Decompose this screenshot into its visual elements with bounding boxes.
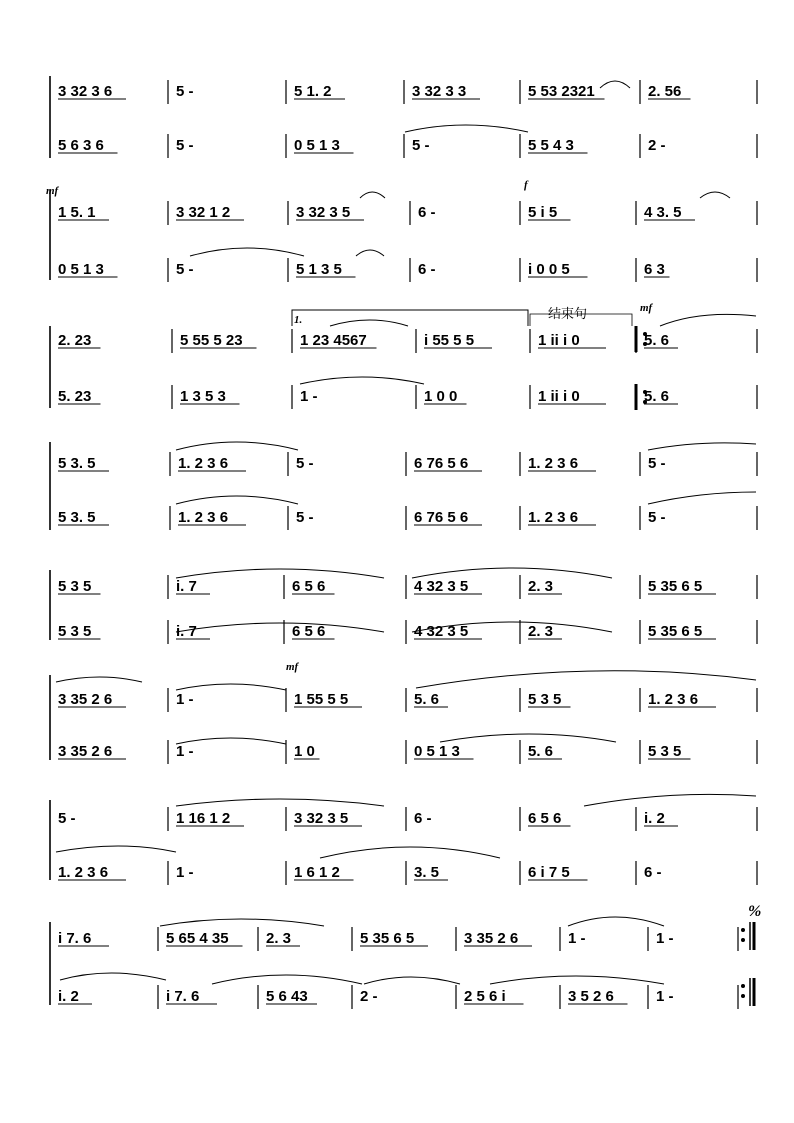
upper-measure: 5 3 5	[58, 578, 92, 595]
lower-measure: 5 35 6 5	[648, 623, 703, 640]
lower-measure: 1 6 1 2	[294, 864, 340, 881]
slur	[176, 799, 384, 806]
slur	[190, 248, 304, 256]
slur	[648, 492, 756, 504]
upper-measure: 1 -	[568, 930, 586, 947]
lower-measure: 0 5 1 3	[294, 137, 340, 154]
slur	[490, 976, 664, 984]
upper-measure: 1. 2 3 6	[178, 455, 229, 472]
upper-measure: 1 55 5 5	[294, 691, 349, 708]
lower-measure: 1 ii i 0	[538, 388, 580, 405]
lower-measure: 1. 2 3 6	[528, 509, 579, 526]
upper-measure: 3 32 3 5	[294, 810, 349, 827]
upper-measure: i 55 5 5	[424, 332, 475, 349]
slur	[60, 973, 166, 980]
slur	[584, 794, 756, 806]
lower-measure: 5 3 5	[648, 743, 682, 760]
upper-measure: 5 55 5 23	[180, 332, 243, 349]
upper-measure: 5 3 5	[528, 691, 562, 708]
slur	[600, 81, 630, 88]
dynamic-mf: mf	[46, 185, 59, 197]
upper-measure: 3 32 3 6	[58, 83, 113, 100]
ending-label: 结束句	[548, 307, 588, 322]
upper-measure: 2. 3	[266, 930, 292, 947]
lower-measure: 1 0	[294, 743, 315, 760]
lower-measure: 6 i 7 5	[528, 864, 570, 881]
lower-measure: i. 7	[176, 623, 197, 640]
upper-measure: 1 16 1 2	[176, 810, 231, 827]
upper-measure: 2. 23	[58, 332, 92, 349]
slur	[212, 975, 362, 984]
lower-measure: i 7. 6	[166, 988, 200, 1005]
upper-measure: 4 32 3 5	[414, 578, 469, 595]
slur	[568, 917, 664, 926]
slur	[176, 684, 286, 690]
upper-measure: 5 3. 5	[58, 455, 96, 472]
upper-measure: 1 ii i 0	[538, 332, 580, 349]
upper-measure: 5 -	[58, 810, 76, 827]
lower-measure: 0 5 1 3	[58, 261, 104, 278]
lower-measure: 1 -	[656, 988, 674, 1005]
upper-measure: 5 35 6 5	[648, 578, 703, 595]
lower-measure: 1 3 5 3	[180, 388, 226, 405]
upper-measure: 1. 2 3 6	[528, 455, 579, 472]
lower-measure: i. 2	[58, 988, 79, 1005]
dynamic-mf: mf	[640, 302, 653, 314]
lower-measure: 2 -	[648, 137, 666, 154]
upper-measure: 3 32 1 2	[176, 204, 231, 221]
upper-measure: i. 2	[644, 810, 665, 827]
slur	[412, 568, 612, 578]
upper-measure: 2. 3	[528, 578, 554, 595]
lower-measure: 6 76 5 6	[414, 509, 469, 526]
lower-measure: 3 5 2 6	[568, 988, 614, 1005]
upper-measure: 3 32 3 3	[412, 83, 467, 100]
repeat-end-sign	[741, 922, 754, 1006]
upper-measure: 1 -	[656, 930, 674, 947]
upper-measure: 5 -	[176, 83, 194, 100]
slur	[176, 496, 298, 504]
lower-measure: 5 6 3 6	[58, 137, 104, 154]
lower-measure: 2. 3	[528, 623, 554, 640]
score-system	[58, 575, 757, 644]
lower-measure: 6 -	[418, 261, 436, 278]
lower-measure: 3. 5	[414, 864, 440, 881]
upper-measure: 3 35 2 6	[464, 930, 519, 947]
slur	[360, 192, 385, 198]
score-system	[58, 80, 757, 158]
slur	[176, 442, 298, 450]
upper-measure: 4 3. 5	[644, 204, 682, 221]
upper-measure: 5. 6	[644, 332, 670, 349]
slur	[660, 314, 756, 326]
slur	[700, 192, 730, 198]
lower-measure: 5 -	[176, 137, 194, 154]
lower-measure: 6 3	[644, 261, 665, 278]
upper-measure: 3 32 3 5	[296, 204, 351, 221]
score-system	[58, 329, 757, 409]
slur	[320, 847, 500, 858]
upper-measure: 3 35 2 6	[58, 691, 113, 708]
upper-measure: 5 -	[296, 455, 314, 472]
lower-measure: 5 1 3 5	[296, 261, 342, 278]
slur	[356, 250, 384, 256]
lower-measure: 1. 2 3 6	[58, 864, 109, 881]
slur	[176, 623, 384, 632]
upper-measure: 5 65 4 35	[166, 930, 229, 947]
lower-measure: 5 5 4 3	[528, 137, 574, 154]
upper-measure: 6 5 6	[292, 578, 326, 595]
lower-measure: 5. 23	[58, 388, 92, 405]
lower-measure: 3 35 2 6	[58, 743, 113, 760]
slur	[300, 377, 424, 384]
slur	[176, 569, 384, 578]
slur	[330, 320, 408, 326]
lower-measure: 5 3. 5	[58, 509, 96, 526]
slur	[416, 671, 756, 688]
score-system	[58, 688, 757, 764]
lower-measure: 1 -	[176, 743, 194, 760]
volta-label: 1.	[294, 314, 303, 326]
upper-measure: 1 23 4567	[300, 332, 367, 349]
upper-measure: 5 -	[648, 455, 666, 472]
slur	[56, 846, 176, 852]
lower-measure: 4 32 3 5	[414, 623, 469, 640]
upper-measure: 1 5. 1	[58, 204, 96, 221]
lower-measure: 1 -	[176, 864, 194, 881]
lower-measure: 6 5 6	[292, 623, 326, 640]
score-system	[58, 452, 757, 530]
upper-measure: 5 53 2321	[528, 83, 595, 100]
upper-measure: 6 76 5 6	[414, 455, 469, 472]
lower-measure: 5. 6	[528, 743, 554, 760]
lower-measure: 1 -	[300, 388, 318, 405]
upper-measure: 5. 6	[414, 691, 440, 708]
lower-measure: 1 0 0	[424, 388, 458, 405]
slur	[648, 443, 756, 450]
lower-measure: 6 -	[644, 864, 662, 881]
slur	[364, 977, 460, 984]
slur	[440, 734, 616, 742]
lower-measure: 5 -	[412, 137, 430, 154]
upper-measure: 6 5 6	[528, 810, 562, 827]
lower-measure: 5 -	[648, 509, 666, 526]
slur	[160, 919, 324, 926]
upper-measure: 5 1. 2	[294, 83, 332, 100]
lower-measure: 5 -	[296, 509, 314, 526]
slur	[405, 125, 528, 132]
lower-measure: 5. 6	[644, 388, 670, 405]
upper-measure: 5 35 6 5	[360, 930, 415, 947]
score-system	[58, 807, 757, 885]
lower-measure: 2 -	[360, 988, 378, 1005]
segno-sign: %	[748, 903, 762, 920]
upper-measure: 5 i 5	[528, 204, 558, 221]
lower-measure: 0 5 1 3	[414, 743, 460, 760]
lower-measure: 2 5 6 i	[464, 988, 506, 1005]
upper-measure: i 7. 6	[58, 930, 92, 947]
upper-measure: i. 7	[176, 578, 197, 595]
lower-measure: 5 6 43	[266, 988, 308, 1005]
upper-measure: 1. 2 3 6	[648, 691, 699, 708]
lower-measure: 1. 2 3 6	[178, 509, 229, 526]
dynamic-f: f	[524, 179, 528, 191]
dynamic-mf: mf	[286, 661, 299, 673]
upper-measure: 1 -	[176, 691, 194, 708]
score-system	[58, 201, 757, 282]
upper-measure: 2. 56	[648, 83, 682, 100]
lower-measure: 5 -	[176, 261, 194, 278]
slur	[56, 677, 142, 682]
volta-bracket	[292, 310, 528, 326]
lower-measure: 5 3 5	[58, 623, 92, 640]
lower-measure: i 0 0 5	[528, 261, 570, 278]
upper-measure: 6 -	[418, 204, 436, 221]
score-system	[58, 927, 738, 1009]
upper-measure: 6 -	[414, 810, 432, 827]
